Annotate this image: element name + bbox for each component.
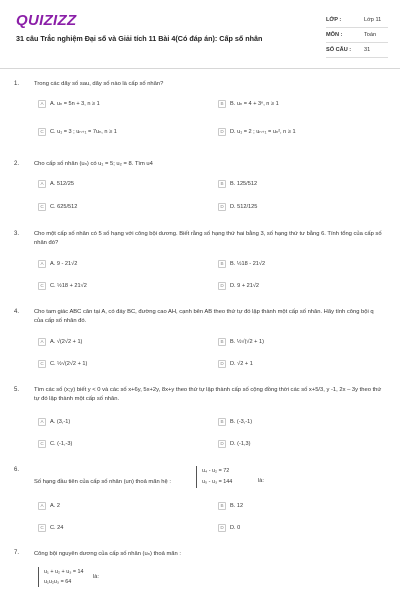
question-number: 7.: [14, 550, 20, 556]
question-text: Tìm các số (x;y) biết y < 0 và các số x+6y, 5x+2y, 8x+y theo thứ tự lập thành cấp số cộng đồng thời các số x+5/3, y -1, 2x – 3y theo thứ tự đó lập thành một cấp số nhân.: [34, 387, 382, 402]
question-number: 5.: [14, 387, 20, 393]
equation-line: u₅ - u₃ = 144: [202, 479, 233, 485]
option-letter-box: C: [38, 282, 46, 290]
option-letter-box: A: [38, 338, 46, 346]
option-letter-box: A: [38, 180, 46, 188]
option-text: A. (3,-1): [50, 418, 71, 425]
question-number: 2.: [14, 161, 20, 167]
question-tail: là:: [258, 478, 264, 484]
quizizz-logo: QUIZIZZ: [16, 12, 77, 29]
option-letter-box: D: [218, 282, 226, 290]
equation-line: u₄ - u₂ = 72: [202, 468, 230, 474]
option-text: C. (-1,-3): [50, 440, 73, 447]
option-letter-box: D: [218, 440, 226, 448]
question-number: 3.: [14, 231, 20, 237]
option-letter-box: B: [218, 418, 226, 426]
option-text: D. 0: [230, 524, 241, 531]
option-text: D. u₁ = 2 ; uₙ₊₁ = uₙ², n ≥ 1: [230, 128, 296, 135]
meta-row-count: [326, 43, 388, 58]
meta-value: Lớp 11: [364, 17, 382, 23]
option-text: C. ½√(2√2 + 1): [50, 360, 88, 367]
equation-line: u₁ + u₂ + u₃ = 14: [44, 569, 84, 575]
option-text: D. √2 + 1: [230, 360, 253, 367]
option-text: D. (-1,3): [230, 440, 251, 447]
option-text: D. 9 + 21√2: [230, 282, 260, 289]
option-text: B. 125/512: [230, 180, 258, 187]
question-text: Cho cấp số nhân (uₙ) có u₁ = 5; u₂ = 8. Tìm u4: [34, 161, 153, 167]
option-letter-box: D: [218, 524, 226, 532]
option-letter-box: A: [38, 502, 46, 510]
equation-system: [38, 567, 84, 587]
option-text: C. ½18 + 21√2: [50, 282, 87, 289]
question-tail: là:: [93, 574, 99, 580]
header-divider: [0, 68, 400, 69]
option-text: B. uₙ = 4 + 3ⁿ, n ≥ 1: [230, 100, 279, 107]
option-text: A. 512/25: [50, 180, 74, 187]
meta-row-class: [326, 13, 388, 28]
option-text: B. ½√(√2 + 1): [230, 338, 264, 345]
equation-line: u₁u₂u₃ = 64: [44, 579, 72, 585]
meta-row-subject: [326, 28, 388, 43]
option-letter-box: B: [218, 180, 226, 188]
question-text: Số hạng đầu tiên của cấp số nhân (un) thoả mãn hệ :: [34, 479, 171, 485]
equation-system: [196, 466, 232, 488]
document-header: [0, 0, 400, 66]
option-text: C. 24: [50, 524, 64, 531]
option-letter-box: A: [38, 418, 46, 426]
option-text: B. (-3,-1): [230, 418, 253, 425]
meta-value: Toán: [364, 32, 377, 38]
option-letter-box: D: [218, 203, 226, 211]
option-text: A. 2: [50, 502, 60, 509]
option-letter-box: C: [38, 360, 46, 368]
option-text: D. 512/125: [230, 203, 258, 210]
meta-key: SỐ CÂU :: [326, 47, 352, 53]
meta-table: [326, 13, 388, 58]
option-text: B. 12: [230, 502, 244, 509]
option-text: A. uₙ = 5n + 3, n ≥ 1: [50, 100, 100, 107]
option-letter-box: B: [218, 260, 226, 268]
question-text: Cho tam giác ABC cân tại A, có đáy BC, đường cao AH, cạnh bên AB theo thứ tự đó lập thành một cấp số nhân. Hãy tính công bội q của cấp số nhân đó.: [34, 309, 374, 324]
question-text: Công bội nguyên dương của cấp số nhân (uₙ) thoả mãn :: [34, 551, 181, 557]
meta-key: LỚP :: [326, 17, 342, 23]
meta-value: 31: [364, 47, 371, 53]
option-letter-box: C: [38, 440, 46, 448]
question-number: 1.: [14, 81, 20, 87]
option-text: C. 625/512: [50, 203, 78, 210]
question-text: Cho một cấp số nhân có 5 số hạng với công bội dương. Biết rằng số hạng thứ hai bằng 3, số hạng thứ tư bằng 6. Tính tổng của cấp số nhân đó?: [34, 231, 382, 246]
document-title: 31 câu Trắc nghiệm Đại số và Giải tích 11 Bài 4(Có đáp án): Cấp số nhân: [16, 34, 263, 43]
option-letter-box: A: [38, 260, 46, 268]
option-text: A. √(2√2 + 1): [50, 338, 83, 345]
question-number: 6.: [14, 467, 20, 473]
option-letter-box: D: [218, 360, 226, 368]
option-letter-box: A: [38, 100, 46, 108]
option-text: C. u₁ = 3 ; uₙ₊₁ = 7uₙ, n ≥ 1: [50, 128, 117, 135]
option-text: A. 9 - 21√2: [50, 260, 78, 267]
option-letter-box: C: [38, 524, 46, 532]
question-number: 4.: [14, 309, 20, 315]
question-text: Trong các dãy số sau, dãy số nào là cấp số nhân?: [34, 81, 164, 87]
option-letter-box: D: [218, 128, 226, 136]
option-text: B. ½18 - 21√2: [230, 260, 266, 267]
option-letter-box: C: [38, 203, 46, 211]
option-letter-box: B: [218, 338, 226, 346]
option-letter-box: B: [218, 502, 226, 510]
option-letter-box: C: [38, 128, 46, 136]
meta-key: MÔN :: [326, 32, 343, 38]
option-letter-box: B: [218, 100, 226, 108]
